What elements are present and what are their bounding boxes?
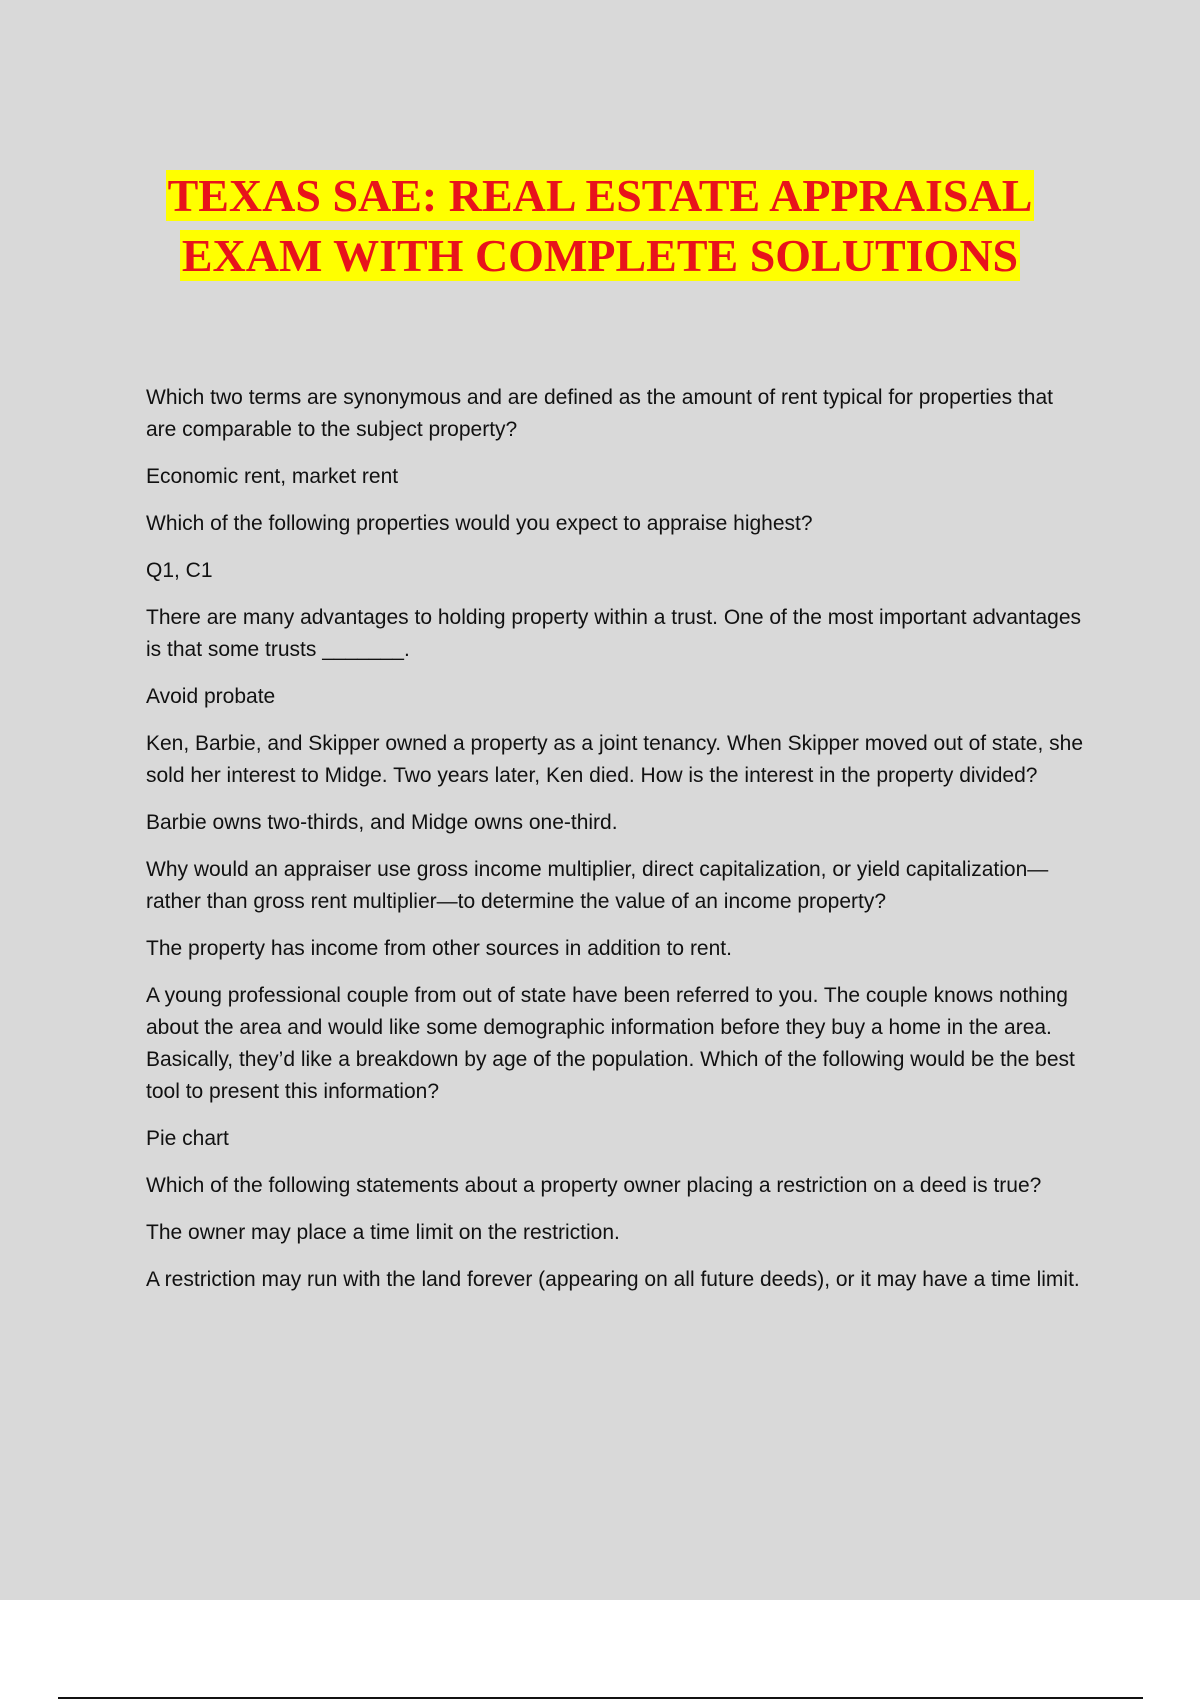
- answer-3: Avoid probate: [146, 685, 276, 708]
- answer-5: The property has income from other sources in addition to rent.: [146, 937, 732, 960]
- answer-7: The owner may place a time limit on the restriction.: [146, 1221, 620, 1244]
- question-7: Which of the following statements about a property owner placing a restriction on a deed is true?: [146, 1174, 1042, 1197]
- explanation-7: A restriction may run with the land forever (appearing on all future deeds), or it may have a time limit.: [146, 1268, 1080, 1291]
- answer-4: Barbie owns two-thirds, and Midge owns one-third.: [146, 811, 618, 834]
- title-line-2: EXAM WITH COMPLETE SOLUTIONS: [181, 230, 1019, 281]
- question-4: Ken, Barbie, and Skipper owned a property as a joint tenancy. When Skipper moved out of state, she sold her interest to Midge. Two years later, Ken died. How is the interest in the property divided?: [146, 732, 1083, 787]
- question-6: A young professional couple from out of state have been referred to you. The couple knows nothing about the area and would like some demographic information before they buy a home in the area. Basically, they’d like a breakdown by age of the population. Which of the following would be the best tool to present this information?: [146, 984, 1075, 1103]
- question-1: Which two terms are synonymous and are defined as the amount of rent typical for properties that are comparable to the subject property?: [146, 386, 1053, 441]
- answer-6: Pie chart: [146, 1127, 229, 1150]
- title-line-1: TEXAS SAE: REAL ESTATE APPRAISAL: [167, 170, 1033, 221]
- answer-2: Q1, C1: [146, 559, 213, 582]
- question-3: There are many advantages to holding property within a trust. One of the most important advantages is that some trusts _______.: [146, 606, 1082, 661]
- page-title: [0, 166, 1200, 286]
- document-body: [146, 382, 1086, 1311]
- page-divider: [58, 1697, 1143, 1699]
- answer-1: Economic rent, market rent: [146, 465, 399, 488]
- question-5: Why would an appraiser use gross income multiplier, direct capitalization, or yield capitalization—rather than gross rent multiplier—to determine the value of an income property?: [146, 858, 1049, 913]
- question-2: Which of the following properties would you expect to appraise highest?: [146, 512, 813, 535]
